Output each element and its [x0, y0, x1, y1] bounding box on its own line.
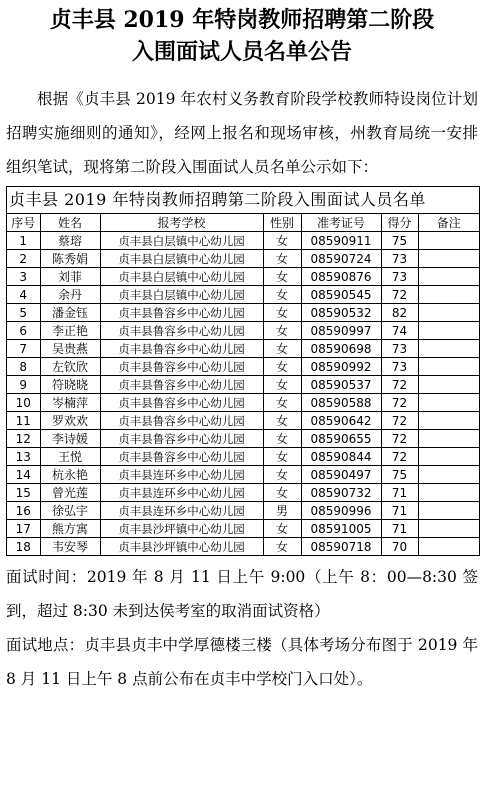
cell-exam-id: 08590844: [301, 448, 381, 466]
cell-seq: 9: [7, 376, 40, 394]
cell-seq: 15: [7, 484, 40, 502]
cell-gender: 女: [263, 340, 301, 358]
cell-name: 余丹: [40, 286, 100, 304]
cell-school: 贞丰县白层镇中心幼儿园: [100, 250, 263, 268]
cell-name: 李正艳: [40, 322, 100, 340]
table-title: 贞丰县 2019 年特岗教师招聘第二阶段入围面试人员名单: [7, 187, 479, 214]
interview-time: 面试时间：2019 年 8 月 11 日上午 9:00（上午 8：00—8:30 签到，超过 8:30 未到达侯考室的取消面试资格）: [6, 568, 478, 620]
header-gender: 性别: [263, 214, 301, 232]
cell-school: 贞丰县鲁容乡中心幼儿园: [100, 340, 263, 358]
cell-exam-id: 08590497: [301, 466, 381, 484]
cell-seq: 11: [7, 412, 40, 430]
header-name: 姓名: [40, 214, 100, 232]
cell-gender: 女: [263, 322, 301, 340]
cell-score: 72: [381, 412, 418, 430]
cell-exam-id: 08590997: [301, 322, 381, 340]
cell-school: 贞丰县连环乡中心幼儿园: [100, 484, 263, 502]
cell-exam-id: 08590718: [301, 538, 381, 556]
cell-remarks: [418, 412, 479, 430]
candidate-table-container: [6, 186, 480, 556]
cell-exam-id: 08590911: [301, 232, 381, 250]
cell-name: 徐弘宇: [40, 502, 100, 520]
cell-remarks: [418, 286, 479, 304]
cell-exam-id: 08590732: [301, 484, 381, 502]
cell-remarks: [418, 268, 479, 286]
cell-remarks: [418, 502, 479, 520]
cell-remarks: [418, 520, 479, 538]
cell-school: 贞丰县白层镇中心幼儿园: [100, 286, 263, 304]
cell-school: 贞丰县鲁容乡中心幼儿园: [100, 358, 263, 376]
cell-name: 曾光莲: [40, 484, 100, 502]
table-header-row: [7, 214, 479, 232]
table-row: [7, 502, 479, 520]
cell-score: 71: [381, 484, 418, 502]
cell-seq: 16: [7, 502, 40, 520]
cell-exam-id: 08590642: [301, 412, 381, 430]
cell-seq: 13: [7, 448, 40, 466]
table-row: [7, 484, 479, 502]
cell-seq: 6: [7, 322, 40, 340]
candidate-table: [7, 214, 479, 555]
cell-name: 吴贵燕: [40, 340, 100, 358]
cell-school: 贞丰县鲁容乡中心幼儿园: [100, 322, 263, 340]
table-row: [7, 286, 479, 304]
cell-gender: 女: [263, 520, 301, 538]
cell-exam-id: 08590655: [301, 430, 381, 448]
cell-remarks: [418, 430, 479, 448]
cell-score: 71: [381, 520, 418, 538]
cell-gender: 女: [263, 376, 301, 394]
cell-exam-id: 08590996: [301, 502, 381, 520]
cell-exam-id: 08590698: [301, 340, 381, 358]
header-school: 报考学校: [100, 214, 263, 232]
cell-name: 罗欢欢: [40, 412, 100, 430]
header-exam-id: 准考证号: [301, 214, 381, 232]
cell-name: 王悦: [40, 448, 100, 466]
cell-score: 72: [381, 448, 418, 466]
cell-score: 74: [381, 322, 418, 340]
cell-gender: 女: [263, 358, 301, 376]
cell-seq: 1: [7, 232, 40, 250]
cell-exam-id: 08591005: [301, 520, 381, 538]
cell-remarks: [418, 250, 479, 268]
cell-remarks: [418, 466, 479, 484]
cell-gender: 男: [263, 502, 301, 520]
title-line-1: 贞丰县 2019 年特岗教师招聘第二阶段: [49, 7, 435, 33]
cell-gender: 女: [263, 304, 301, 322]
table-row: [7, 448, 479, 466]
header-seq: 序号: [7, 214, 40, 232]
cell-seq: 5: [7, 304, 40, 322]
table-row: [7, 250, 479, 268]
cell-gender: 女: [263, 538, 301, 556]
cell-name: 潘金钰: [40, 304, 100, 322]
cell-school: 贞丰县鲁容乡中心幼儿园: [100, 430, 263, 448]
cell-name: 陈秀娟: [40, 250, 100, 268]
cell-score: 72: [381, 286, 418, 304]
cell-gender: 女: [263, 412, 301, 430]
cell-name: 刘菲: [40, 268, 100, 286]
table-row: [7, 322, 479, 340]
table-row: [7, 304, 479, 322]
cell-score: 72: [381, 376, 418, 394]
cell-gender: 女: [263, 250, 301, 268]
cell-name: 蔡瑢: [40, 232, 100, 250]
cell-seq: 4: [7, 286, 40, 304]
table-row: [7, 376, 479, 394]
cell-school: 贞丰县沙坪镇中心幼儿园: [100, 520, 263, 538]
cell-score: 75: [381, 232, 418, 250]
cell-gender: 女: [263, 394, 301, 412]
cell-school: 贞丰县白层镇中心幼儿园: [100, 232, 263, 250]
cell-name: 杭永艳: [40, 466, 100, 484]
table-row: [7, 466, 479, 484]
page-title: [0, 0, 484, 68]
cell-name: 熊方寓: [40, 520, 100, 538]
cell-school: 贞丰县鲁容乡中心幼儿园: [100, 304, 263, 322]
cell-score: 73: [381, 358, 418, 376]
cell-score: 73: [381, 250, 418, 268]
cell-name: 李诗媛: [40, 430, 100, 448]
footer-notes: [6, 560, 478, 696]
cell-exam-id: 08590545: [301, 286, 381, 304]
cell-remarks: [418, 322, 479, 340]
cell-seq: 3: [7, 268, 40, 286]
cell-school: 贞丰县鲁容乡中心幼儿园: [100, 376, 263, 394]
table-row: [7, 268, 479, 286]
cell-gender: 女: [263, 466, 301, 484]
table-row: [7, 394, 479, 412]
cell-school: 贞丰县鲁容乡中心幼儿园: [100, 394, 263, 412]
cell-score: 71: [381, 502, 418, 520]
cell-name: 符晓晓: [40, 376, 100, 394]
table-row: [7, 358, 479, 376]
header-score: 得分: [381, 214, 418, 232]
cell-school: 贞丰县白层镇中心幼儿园: [100, 268, 263, 286]
cell-remarks: [418, 304, 479, 322]
cell-seq: 18: [7, 538, 40, 556]
cell-name: 韦安琴: [40, 538, 100, 556]
cell-score: 70: [381, 538, 418, 556]
cell-remarks: [418, 538, 479, 556]
cell-gender: 女: [263, 430, 301, 448]
cell-remarks: [418, 394, 479, 412]
cell-score: 73: [381, 268, 418, 286]
title-line-2: 入围面试人员名单公告: [131, 39, 352, 65]
cell-gender: 女: [263, 484, 301, 502]
cell-seq: 14: [7, 466, 40, 484]
intro-paragraph: 根据《贞丰县 2019 年农村义务教育阶段学校教师特设岗位计划招聘实施细则的通知》，经网上报名和现场审核，州教育局统一安排组织笔试，现将第二阶段入围面试人员名单公示如下：: [6, 90, 478, 176]
cell-school: 贞丰县鲁容乡中心幼儿园: [100, 448, 263, 466]
cell-remarks: [418, 232, 479, 250]
cell-gender: 女: [263, 286, 301, 304]
cell-exam-id: 08590992: [301, 358, 381, 376]
cell-seq: 7: [7, 340, 40, 358]
cell-name: 左钦欣: [40, 358, 100, 376]
cell-school: 贞丰县沙坪镇中心幼儿园: [100, 538, 263, 556]
table-row: [7, 538, 479, 556]
cell-exam-id: 08590537: [301, 376, 381, 394]
cell-gender: 女: [263, 268, 301, 286]
cell-exam-id: 08590588: [301, 394, 381, 412]
cell-seq: 10: [7, 394, 40, 412]
cell-remarks: [418, 484, 479, 502]
table-row: [7, 340, 479, 358]
cell-gender: 女: [263, 448, 301, 466]
cell-score: 75: [381, 466, 418, 484]
cell-score: 72: [381, 394, 418, 412]
table-row: [7, 430, 479, 448]
cell-exam-id: 08590876: [301, 268, 381, 286]
cell-school: 贞丰县连环乡中心幼儿园: [100, 502, 263, 520]
cell-remarks: [418, 340, 479, 358]
cell-name: 岑楠萍: [40, 394, 100, 412]
cell-gender: 女: [263, 232, 301, 250]
table-row: [7, 412, 479, 430]
cell-exam-id: 08590724: [301, 250, 381, 268]
cell-seq: 12: [7, 430, 40, 448]
cell-score: 72: [381, 430, 418, 448]
table-row: [7, 232, 479, 250]
cell-school: 贞丰县鲁容乡中心幼儿园: [100, 412, 263, 430]
cell-seq: 17: [7, 520, 40, 538]
cell-remarks: [418, 358, 479, 376]
cell-remarks: [418, 448, 479, 466]
header-remarks: 备注: [418, 214, 479, 232]
interview-location: 面试地点：贞丰县贞丰中学厚德楼三楼（具体考场分布图于 2019 年 8 月 11 日上午 8 点前公布在贞丰中学校门入口处）。: [6, 636, 478, 688]
cell-score: 73: [381, 340, 418, 358]
cell-school: 贞丰县连环乡中心幼儿园: [100, 466, 263, 484]
table-row: [7, 520, 479, 538]
cell-remarks: [418, 376, 479, 394]
cell-score: 82: [381, 304, 418, 322]
cell-seq: 2: [7, 250, 40, 268]
cell-seq: 8: [7, 358, 40, 376]
cell-exam-id: 08590532: [301, 304, 381, 322]
